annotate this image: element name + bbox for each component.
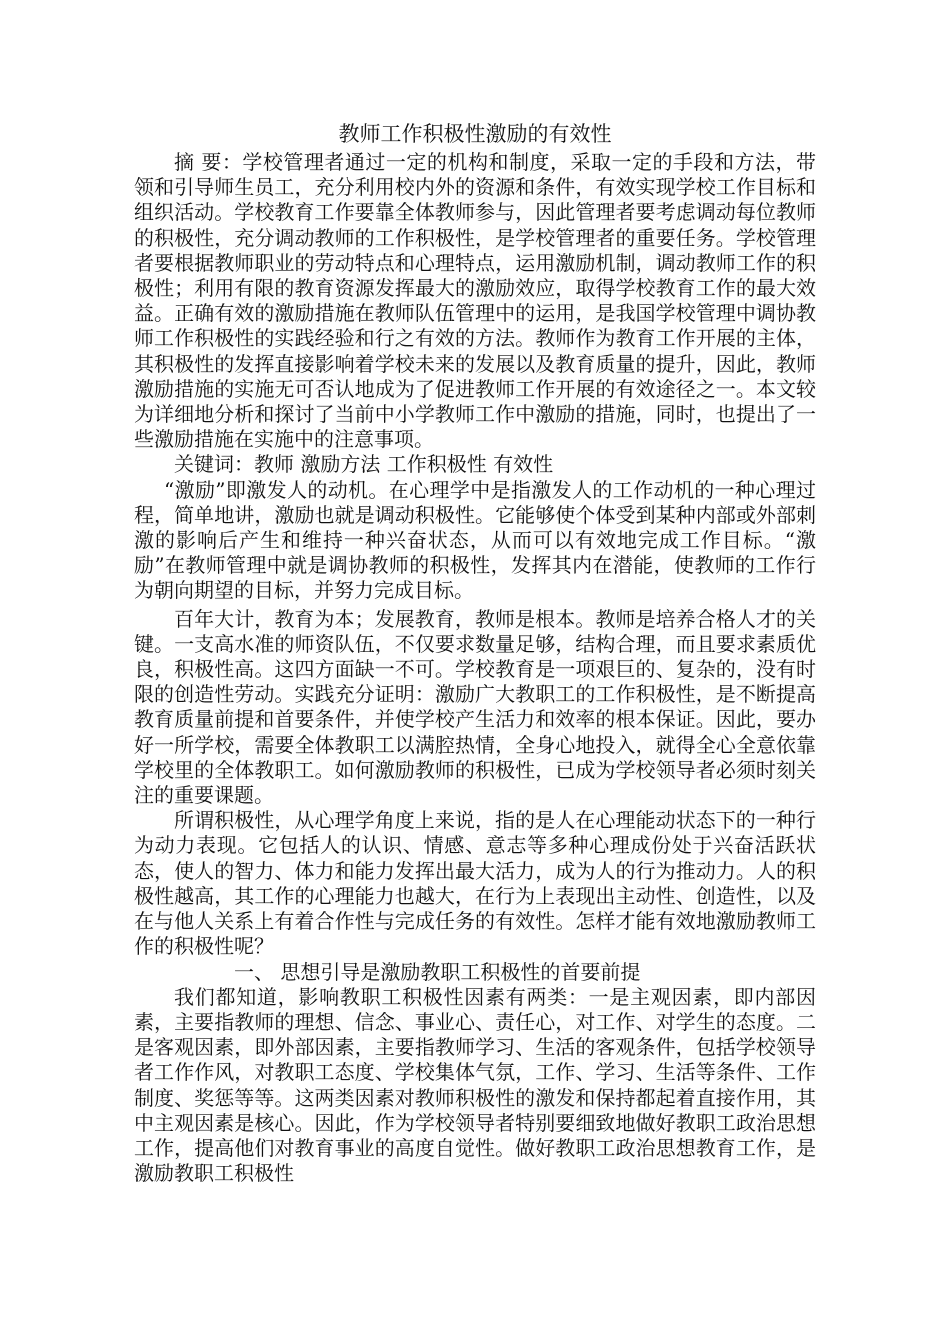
body-paragraph-2: 百年大计，教育为本；发展教育，教师是根本。教师是培养合格人才的关键。一支高水准的师资队伍，不仅要求数量足够，结构合理，而且要求素质优良，积极性高。这四方面缺一不可。学校教育是一项艰巨的、复杂的，没有时限的创造性劳动。实践充分证明：激励广大教职工的工作积极性，是不断提高教育质量前提和首要条件，并使学校产生活力和效率的根本保证。因此，要办好一所学校，需要全体教职工以满腔热情，全身心地投入，就得全心全意依靠学校里的全体教职工。如何激励教师的积极性，已成为学校领导者必须时刻关注的重要课题。: [134, 606, 816, 808]
keywords-text: 教师 激励方法 工作积极性 有效性: [254, 452, 554, 477]
document-title: 教师工作积极性激励的有效性: [338, 122, 612, 146]
document-page: [134, 120, 816, 1186]
body-paragraph-3: 所谓积极性，从心理学角度上来说，指的是人在心理能动状态下的一种行为动力表现。它包括人的认识、情感、意志等多种心理成份处于兴奋活跃状态，使人的智力、体力和能力发挥出最大活力，成为人的行为推动力。人的积极性越高，其工作的心理能力也越大，在行为上表现出主动性、创造性，以及在与他人关系上有着合作性与完成任务的有效性。怎样才能有效地激励教师工作的积极性呢？: [134, 808, 816, 959]
keywords-line: [134, 452, 816, 477]
section-heading-1: 一、 思想引导是激励教职工积极性的首要前提: [234, 959, 641, 984]
abstract-text: 学校管理者通过一定的机构和制度，采取一定的手段和方法，带领和引导师生员工，充分利用校内外的资源和条件，有效实现学校工作目标和组织活动。学校教育工作要靠全体教师参与，因此管理者要考虑调动每位教师的积极性，充分调动教师的工作积极性，是学校管理者的重要任务。学校管理者要根据教师职业的劳动特点和心理特点，运用激励机制，调动教师工作的积极性；利用有限的教育资源发挥最大的激励效应，取得学校教育工作的最大效益。正确有效的激励措施在教师队伍管理中的运用，是我国学校管理中调协教师工作积极性的实践经验和行之有效的方法。教师作为教育工作开展的主体，其积极性的发挥直接影响着学校未来的发展以及教育质量的提升，因此，教师激励措施的实施无可否认地成为了促进教师工作开展的有效途径之一。本文较为详细地分析和探讨了当前中小学教师工作中激励的措施，同时，也提出了一些激励措施在实施中的注意事项。: [134, 150, 817, 452]
abstract-paragraph: [134, 150, 816, 452]
abstract-label: 摘 要：: [174, 150, 243, 174]
body-paragraph-4: 我们都知道，影响教职工积极性因素有两类：一是主观因素，即内部因素，主要指教师的理想、信念、事业心、责任心，对工作、对学生的态度。二是客观因素，即外部因素，主要指教师学习、生活的客观条件，包括学校领导者工作作风，对教职工态度、学校集体气氛，工作、学习、生活等条件、工作制度、奖惩等等。这两类因素对教师积极性的激发和保持都起着直接作用，其中主观因素是核心。因此，作为学校领导者特别要细致地做好教职工政治思想工作，提高他们对教育事业的高度自觉性。做好教职工政治思想教育工作，是激励教职工积极性: [134, 984, 816, 1186]
keywords-label: 关键词：: [174, 452, 254, 477]
body-paragraph-1: “激励”即激发人的动机。在心理学中是指激发人的工作动机的一种心理过程，简单地讲，激励也就是调动积极性。它能够使个体受到某种内部或外部刺激的影响后产生和维持一种兴奋状态，从而可以有效地完成工作目标。“激励”在教师管理中就是调协教师的积极性，发挥其内在潜能，使教师的工作行为朝向期望的目标，并努力完成目标。: [134, 477, 816, 603]
